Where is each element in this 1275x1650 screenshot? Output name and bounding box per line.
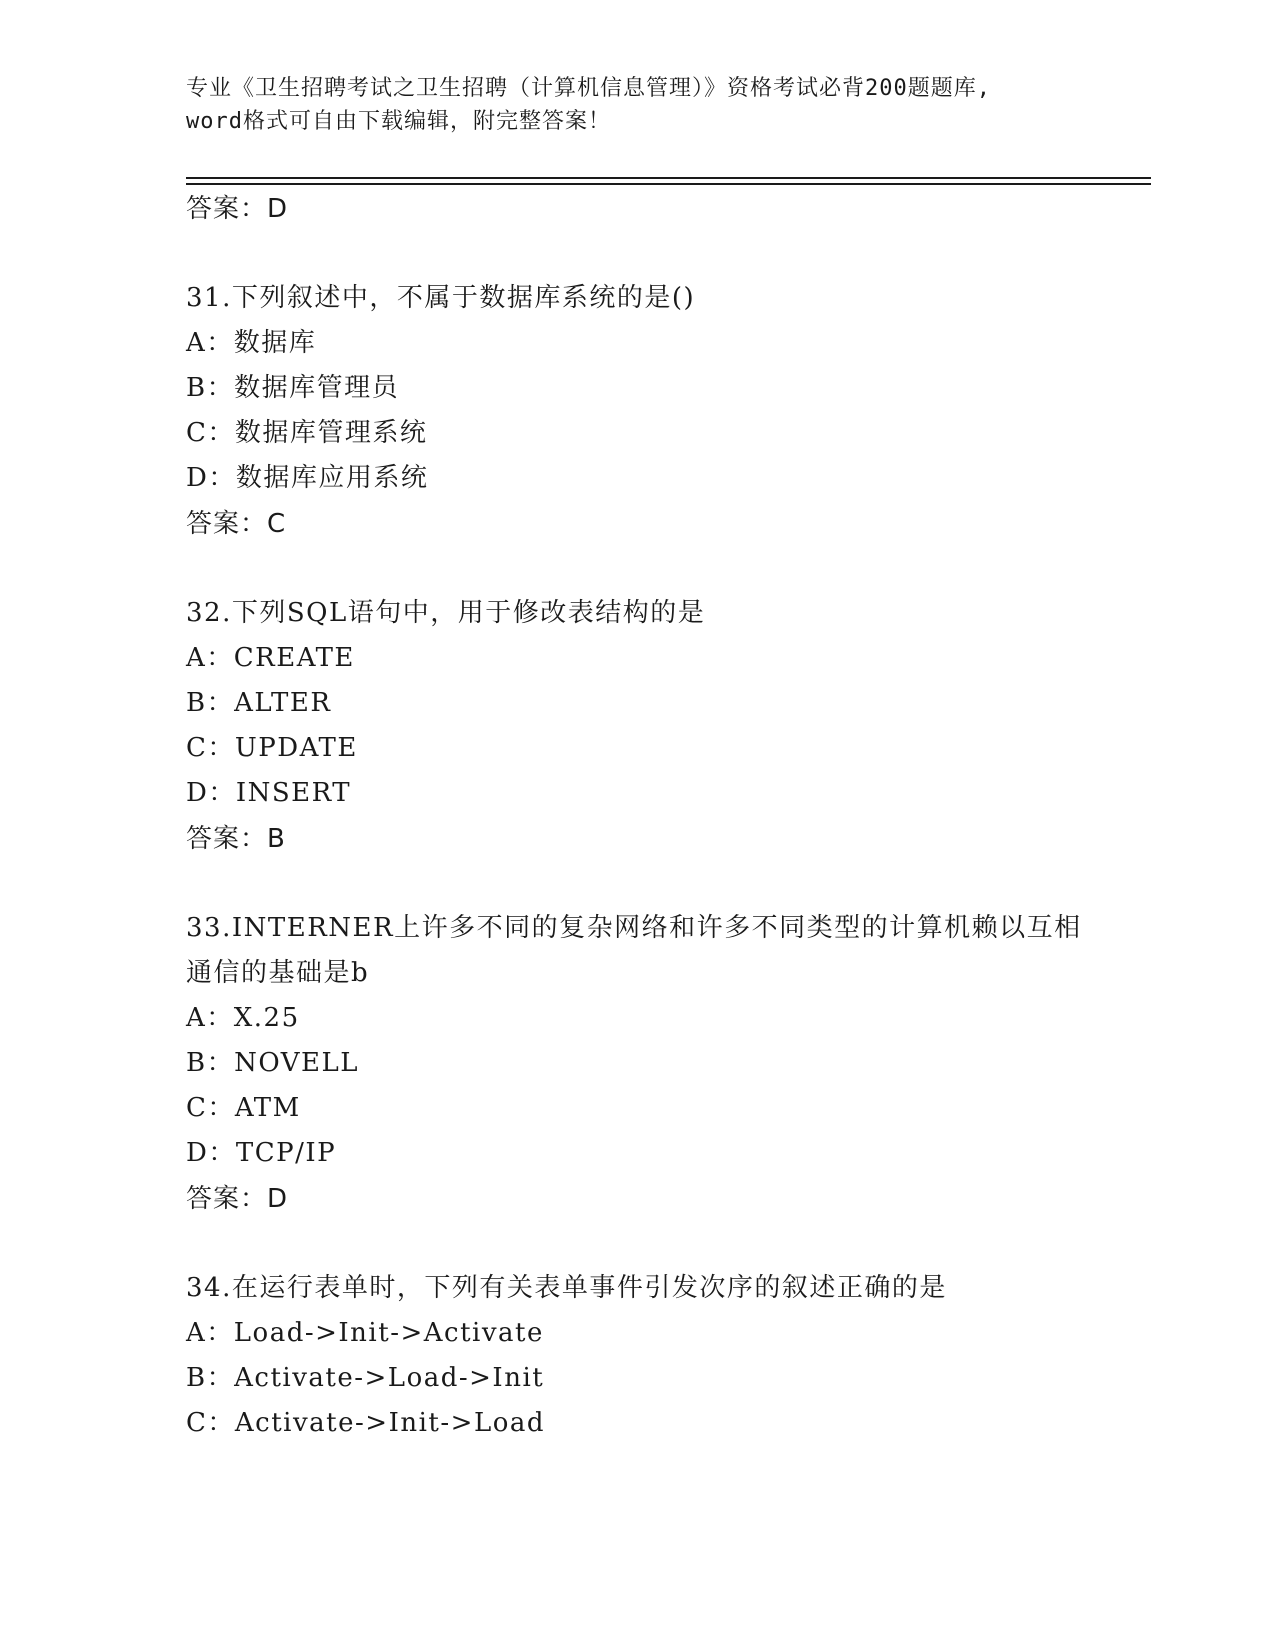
q31-stem: 31.下列叙述中，不属于数据库系统的是() <box>186 283 696 313</box>
q33-stem-line-2: 通信的基础是b <box>186 958 370 988</box>
q34-option-a: A：Load->Init->Activate <box>186 1318 544 1348</box>
q33-option-a: A：X.25 <box>186 1003 300 1033</box>
q32-option-d: D：INSERT <box>186 778 352 808</box>
q31-option-a: A：数据库 <box>186 328 317 358</box>
q32-stem: 32.下列SQL语句中，用于修改表结构的是 <box>186 598 706 628</box>
q34-option-b: B：Activate->Load->Init <box>186 1363 545 1393</box>
header-divider-bottom <box>186 183 1151 185</box>
q33-answer: 答案：D <box>186 1184 289 1214</box>
header-title-line-1: 专业《卫生招聘考试之卫生招聘（计算机信息管理）》资格考试必背200题题库, <box>186 76 991 101</box>
header-title-line-2: word格式可自由下载编辑，附完整答案！ <box>186 109 611 134</box>
header-divider-top <box>186 177 1151 179</box>
q34-option-c: C：Activate->Init->Load <box>186 1408 546 1438</box>
q34-stem: 34.在运行表单时，下列有关表单事件引发次序的叙述正确的是 <box>186 1273 947 1303</box>
previous-answer: 答案：D <box>186 194 289 224</box>
q32-option-b: B：ALTER <box>186 688 332 718</box>
q32-answer: 答案：B <box>186 824 286 854</box>
q31-option-d: D：数据库应用系统 <box>186 463 429 493</box>
document-header <box>186 72 1116 138</box>
q32-option-c: C：UPDATE <box>186 733 358 763</box>
q33-option-d: D：TCP/IP <box>186 1138 337 1168</box>
q33-option-c: C：ATM <box>186 1093 301 1123</box>
q32-option-a: A：CREATE <box>186 643 355 673</box>
q33-option-b: B：NOVELL <box>186 1048 360 1078</box>
q31-option-c: C：数据库管理系统 <box>186 418 428 448</box>
q33-stem-line-1: 33.INTERNER上许多不同的复杂网络和许多不同类型的计算机赖以互相 <box>186 913 1082 943</box>
q31-answer: 答案：C <box>186 509 287 539</box>
q31-option-b: B：数据库管理员 <box>186 373 400 403</box>
